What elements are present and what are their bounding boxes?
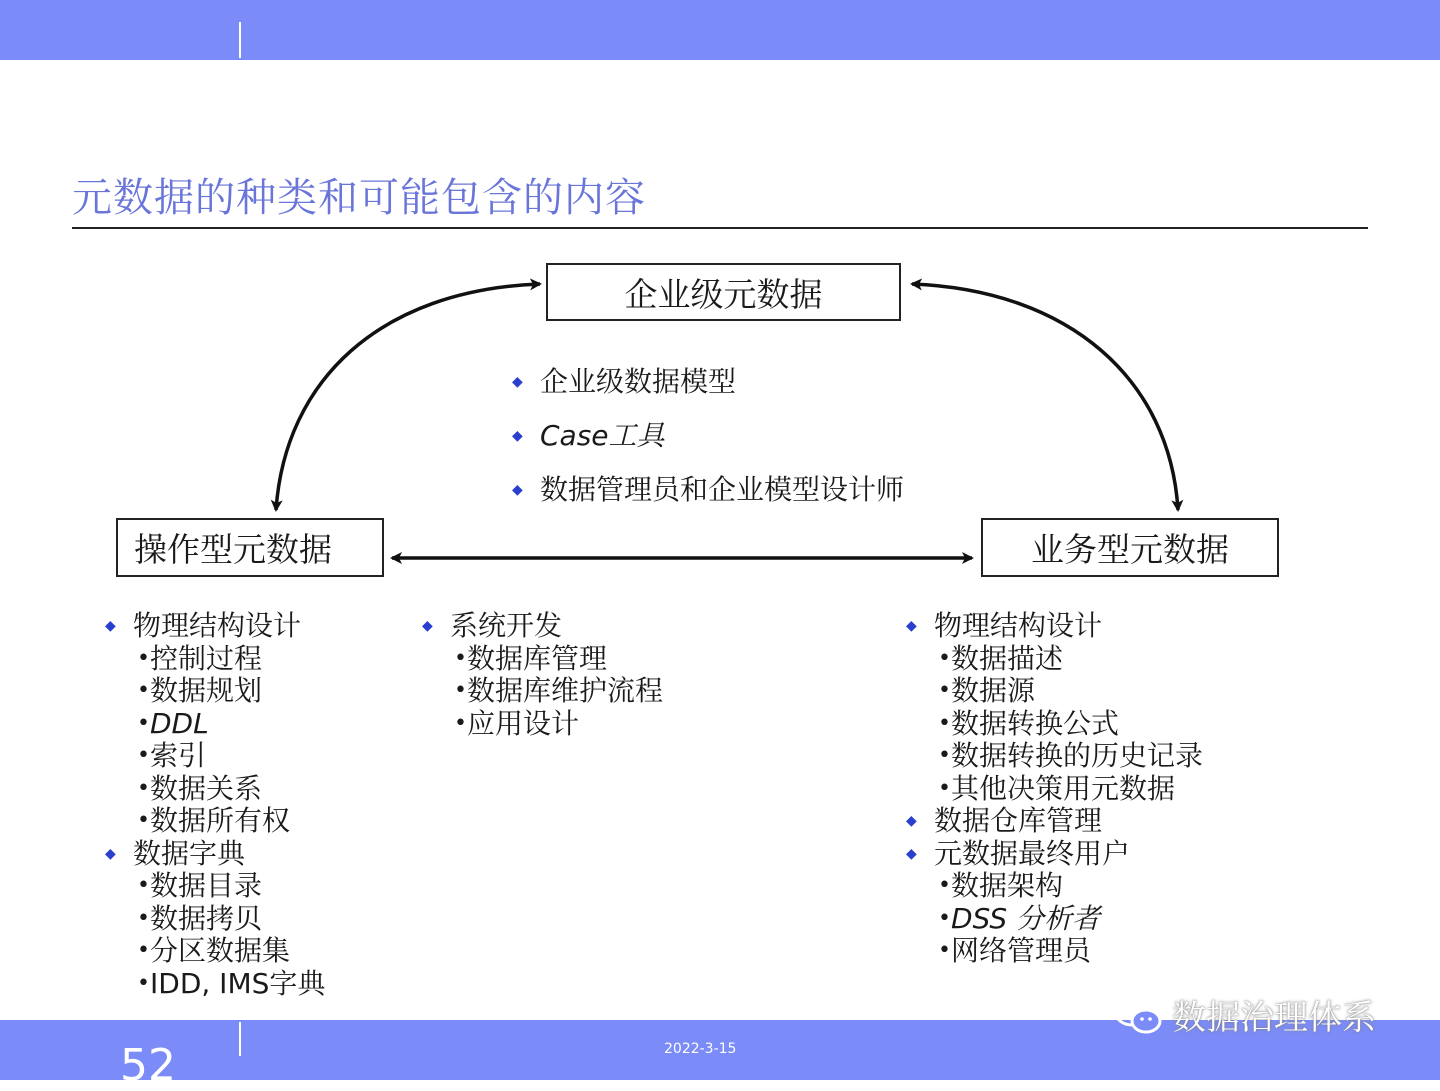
list-item: • 分区数据集 [105,935,325,968]
diamond-bullet-icon: ◆ [105,618,116,634]
list-item: • 索引 [105,740,325,773]
list-item: • 数据库维护流程 [422,675,663,708]
watermark-text: 数据治理体系 [1172,998,1376,1038]
footer-date: 2022-3-15 [664,1041,737,1057]
list-item: • DSS 分析者 [906,903,1203,936]
list-item: • 数据目录 [105,870,325,903]
list-heading: ◆ 系统开发 [422,609,563,642]
list-item: • IDD, IMS字典 [105,968,325,1001]
operational-metadata-list [105,610,325,1000]
list-item: • DDL [105,708,325,741]
list-item: • 数据转换公式 [906,708,1203,741]
diamond-bullet-icon: ◆ [105,845,116,862]
diamond-bullet-icon: ◆ [512,428,523,444]
list-item: • 网络管理员 [906,935,1203,968]
list-item: • 其他决策用元数据 [906,773,1203,806]
arrow-top-to-left [276,284,540,510]
list-item: • 控制过程 [105,643,325,676]
development-metadata-list [422,610,663,740]
list-item: • 数据库管理 [422,643,663,676]
diamond-bullet-icon: ◆ [512,374,523,390]
list-item: ◆ 企业级数据模型 [512,362,904,416]
list-item: • 数据源 [906,675,1203,708]
list-heading: ◆ 数据仓库管理 [906,804,1103,837]
list-item: • 数据所有权 [105,805,325,838]
arrow-top-to-right [912,284,1178,510]
list-item: • 数据架构 [906,870,1203,903]
list-item: • 数据规划 [105,675,325,708]
list-item: ◆ Case工具 [512,416,904,470]
diamond-bullet-icon: ◆ [422,618,433,634]
diamond-bullet-icon: ◆ [906,618,917,634]
list-item: • 数据转换的历史记录 [906,740,1203,773]
list-item: • 数据拷贝 [105,903,325,936]
enterprise-metadata-list [512,362,904,524]
slide-title: 元数据的种类和可能包含的内容 [72,175,646,221]
diamond-bullet-icon: ◆ [906,813,917,829]
diamond-bullet-icon: ◆ [512,482,523,498]
list-heading: ◆ 物理结构设计 [105,609,302,642]
wechat-icon [1112,993,1164,1037]
list-heading: ◆ 数据字典 [105,836,246,870]
bottom-banner-divider [239,1022,241,1056]
business-metadata-list [906,610,1203,968]
page-number: 52 [120,1040,176,1091]
enterprise-metadata-box: 企业级元数据 [546,263,901,321]
list-item: • 数据描述 [906,643,1203,676]
list-item: ◆ 数据管理员和企业模型设计师 [512,470,904,524]
list-heading: ◆ 元数据最终用户 [906,836,1131,870]
business-metadata-box: 业务型元数据 [981,518,1279,577]
list-item: • 应用设计 [422,708,663,741]
list-heading: ◆ 物理结构设计 [906,609,1103,642]
list-item: • 数据关系 [105,773,325,806]
wechat-watermark [1112,990,1376,1039]
diamond-bullet-icon: ◆ [906,845,917,862]
operational-metadata-box: 操作型元数据 [116,518,384,577]
